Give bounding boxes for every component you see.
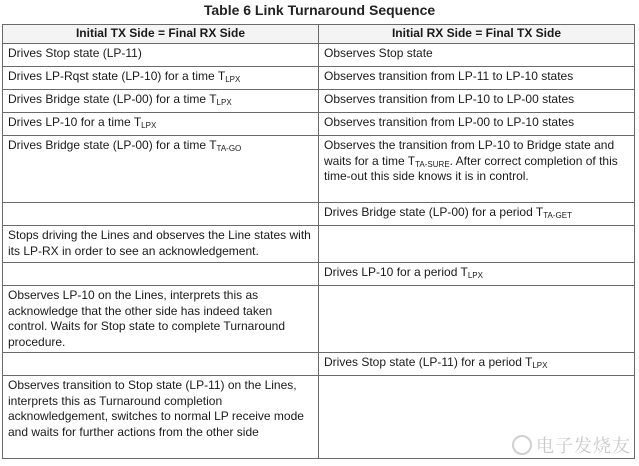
tx-text: Drives LP-10 for a time T <box>8 115 142 129</box>
watermark-logo-icon <box>512 435 532 455</box>
table-row <box>3 136 635 203</box>
rx-subscript: LPX <box>467 271 483 280</box>
rx-tail: . After correct completion of this time-out this side knows it is in control. <box>324 153 618 183</box>
rx-cell <box>319 90 635 113</box>
tx-text: Drives Bridge state (LP-00) for a time T <box>8 92 217 106</box>
rx-text: Drives Bridge state (LP-00) for a period T <box>324 205 544 219</box>
tx-cell <box>3 44 319 67</box>
tx-cell-empty <box>3 263 319 286</box>
tx-text: Stops driving the Lines and observes the Line states with its LP-RX in order to see an acknowledgement. <box>8 228 311 258</box>
tx-cell <box>3 376 319 459</box>
tx-cell-empty <box>3 353 319 376</box>
table-row <box>3 226 635 263</box>
tx-cell <box>3 113 319 136</box>
tx-cell <box>3 136 319 203</box>
rx-cell <box>319 136 635 203</box>
rx-cell-empty <box>319 286 635 353</box>
rx-subscript: TA-GET <box>543 211 572 220</box>
tx-subscript: LPX <box>225 75 241 84</box>
rx-cell <box>319 353 635 376</box>
tx-text: Drives Stop state (LP-11) <box>8 46 142 60</box>
rx-text: Observes transition from LP-11 to LP-10 states <box>324 69 574 83</box>
tx-text: Observes transition to Stop state (LP-11) on the Lines, interprets this as Turnaround completion acknowledgement, switches to normal LP receive mode and waits for further actions from the other side <box>8 378 304 439</box>
table-row <box>3 44 635 67</box>
rx-text: Observes the transition from LP-10 to Bridge state and waits for a time T <box>324 138 615 168</box>
rx-text: Observes Stop state <box>324 46 433 60</box>
tx-cell <box>3 67 319 90</box>
tx-subscript: TA-GO <box>216 144 242 153</box>
rx-subscript: LPX <box>532 361 548 370</box>
link-turnaround-table <box>2 24 635 459</box>
tx-text: Drives Bridge state (LP-00) for a time T <box>8 138 217 152</box>
header-initial-rx-side: Initial RX Side = Final TX Side <box>319 25 635 44</box>
rx-cell <box>319 203 635 226</box>
watermark-text: 电子发烧友 <box>536 436 631 457</box>
rx-text: Drives LP-10 for a period T <box>324 265 468 279</box>
rx-cell <box>319 263 635 286</box>
tx-subscript: LPX <box>141 121 157 130</box>
table-row <box>3 67 635 90</box>
table-row <box>3 203 635 226</box>
rx-cell-empty <box>319 226 635 263</box>
table-header-row <box>3 25 635 44</box>
header-initial-tx-side: Initial TX Side = Final RX Side <box>3 25 319 44</box>
rx-text: Observes transition from LP-00 to LP-10 states <box>324 115 575 129</box>
tx-cell <box>3 226 319 263</box>
table-row <box>3 286 635 353</box>
rx-cell <box>319 44 635 67</box>
tx-text: Drives LP-Rqst state (LP-10) for a time T <box>8 69 226 83</box>
tx-subscript: LPX <box>216 98 232 107</box>
watermark <box>512 432 631 458</box>
tx-text: Observes LP-10 on the Lines, interprets this as acknowledge that the other side has indeed taken control. Waits for Stop state to complete Turnaround procedure. <box>8 288 286 349</box>
rx-text: Observes transition from LP-10 to LP-00 states <box>324 92 575 106</box>
rx-text: Drives Stop state (LP-11) for a period T <box>324 355 533 369</box>
rx-cell <box>319 113 635 136</box>
rx-cell <box>319 67 635 90</box>
table-row <box>3 263 635 286</box>
table-title: Table 6 Link Turnaround Sequence <box>203 2 436 18</box>
tx-cell <box>3 90 319 113</box>
rx-subscript: TA-SURE <box>415 159 450 169</box>
tx-cell-empty <box>3 203 319 226</box>
tx-cell <box>3 286 319 353</box>
table-row <box>3 90 635 113</box>
table-row <box>3 353 635 376</box>
table-row <box>3 113 635 136</box>
